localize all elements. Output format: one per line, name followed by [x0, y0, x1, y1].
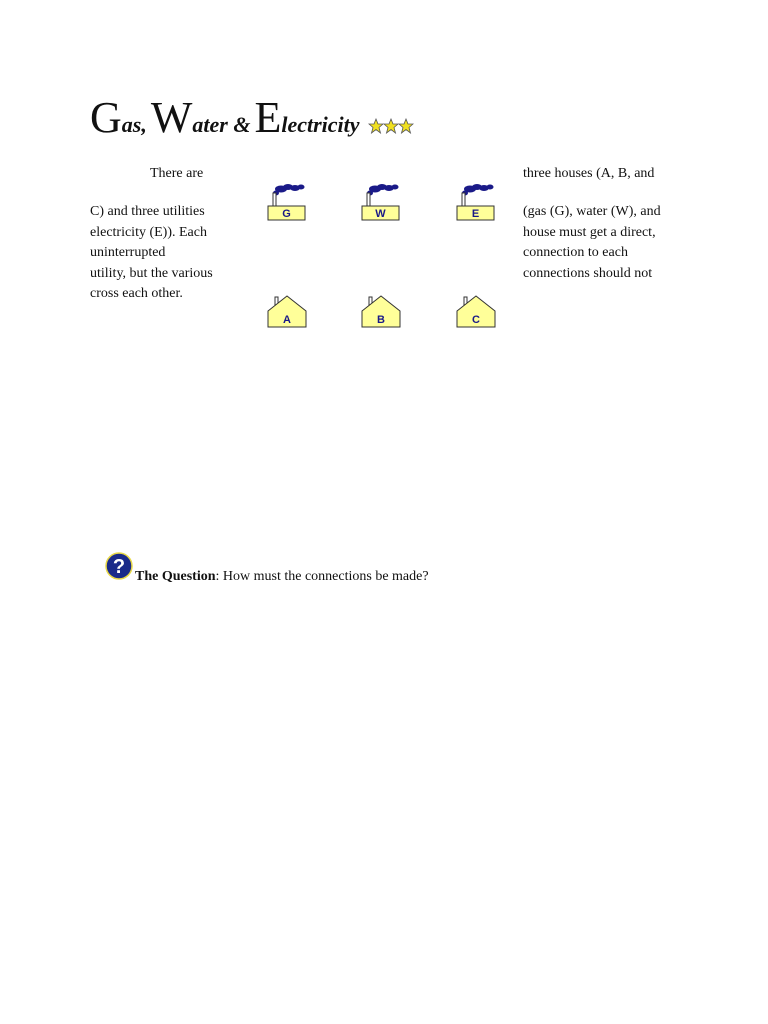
- intro-line: C) and three utilities: [90, 204, 205, 220]
- question-text: The Question: How must the connections be made?: [135, 569, 429, 584]
- house-a-icon: [266, 293, 310, 329]
- intro-right-column: [523, 164, 693, 284]
- house-label: C: [472, 314, 480, 326]
- house-c-icon: [455, 293, 499, 329]
- utility-label: E: [471, 208, 480, 220]
- utility-label: W: [375, 208, 386, 220]
- house-b-icon: [360, 293, 404, 329]
- intro-line: (gas (G), water (W), and: [523, 204, 661, 220]
- difficulty-stars-icon: [368, 118, 414, 134]
- intro-line: connection to each: [523, 245, 628, 261]
- intro-line: three houses (A, B, and: [523, 166, 655, 181]
- intro-left-column: [90, 164, 240, 304]
- intro-line: cross each other.: [90, 286, 183, 302]
- utility-label: G: [282, 208, 291, 220]
- intro-line: connections should not: [523, 265, 653, 281]
- gas-utility-icon: [266, 182, 310, 222]
- question-label: The Question: [135, 569, 216, 584]
- intro-line: house must get a direct,: [523, 224, 656, 240]
- question-mark-icon: [105, 551, 133, 581]
- house-label: A: [283, 314, 291, 326]
- intro-line: electricity (E)). Each: [90, 224, 207, 240]
- intro-line: utility, but the various: [90, 265, 213, 281]
- svg-text:?: ?: [112, 556, 126, 578]
- house-label: B: [377, 314, 385, 326]
- page-title: Gas, Water & Electricity: [90, 96, 414, 140]
- intro-line: uninterrupted: [90, 245, 166, 261]
- water-utility-icon: [360, 182, 404, 222]
- electricity-utility-icon: [455, 182, 499, 222]
- intro-line: There are: [150, 166, 204, 181]
